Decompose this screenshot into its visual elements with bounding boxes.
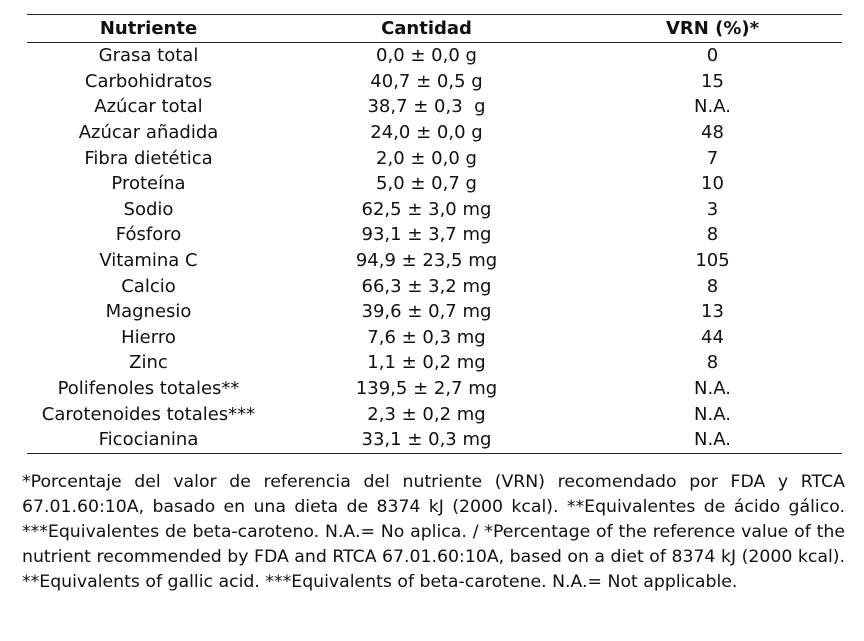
table-row — [27, 325, 842, 351]
nutrient-name: Calcio — [121, 275, 176, 297]
nutrient-vrn: 48 — [701, 122, 724, 144]
nutrient-name: Azúcar añadida — [78, 122, 219, 144]
nutrient-vrn: N.A. — [694, 378, 731, 400]
table-row — [27, 299, 842, 325]
table-row — [27, 427, 842, 453]
table-row — [27, 222, 842, 248]
nutrient-amount: 5,0 ± 0,7 g — [376, 173, 477, 195]
nutrient-amount: 62,5 ± 3,0 mg — [361, 198, 492, 220]
table-body — [27, 43, 842, 454]
nutrient-amount: 139,5 ± 2,7 mg — [355, 378, 498, 400]
nutrient-name: Sodio — [123, 198, 174, 220]
nutrient-amount: 2,3 ± 0,2 mg — [367, 403, 486, 425]
nutrient-amount: 33,1 ± 0,3 mg — [270, 427, 583, 453]
nutrient-name: Grasa total — [98, 45, 199, 67]
table-row — [27, 197, 842, 223]
nutrient-name: Ficocianina — [27, 427, 270, 453]
nutrient-vrn: 15 — [701, 70, 724, 92]
nutrient-name: Zinc — [129, 352, 168, 374]
table-row — [27, 401, 842, 427]
nutrient-amount: 94,9 ± 23,5 mg — [355, 250, 498, 272]
nutrient-name: Proteína — [111, 173, 186, 195]
nutrient-vrn: 13 — [701, 301, 724, 323]
nutrient-vrn: 44 — [701, 326, 724, 348]
nutrient-name: Fibra dietética — [84, 147, 213, 169]
table-row — [27, 69, 842, 95]
nutrient-vrn: 8 — [706, 224, 719, 246]
nutrient-name: Hierro — [121, 326, 176, 348]
table-row — [27, 273, 842, 299]
table-row — [27, 145, 842, 171]
nutrient-vrn: N.A. — [583, 427, 842, 453]
header-cantidad: Cantidad — [270, 15, 583, 43]
nutrient-vrn: 7 — [706, 147, 719, 169]
header-vrn: VRN (%)* — [583, 15, 842, 43]
nutrient-vrn: 105 — [695, 250, 730, 272]
table-row — [27, 248, 842, 274]
footnote: *Porcentaje del valor de referencia del nutriente (VRN) recomendado por FDA y RTCA 67.01.60:10A, basado en una dieta de 8374 kJ (2000 kcal). **Equivalentes de ácido gálico. ***Equivalentes de beta-caroteno. N.A.= No aplica. / *Percentage of the reference value of the nutrient recommended by FDA and RTCA 67.01.60:10A, based on a diet of 8374 kJ (2000 kcal). **Equivalents of gallic acid. ***Equivalents of beta-carotene. N.A.= Not applicable. — [22, 472, 845, 592]
nutrient-amount: 0,0 ± 0,0 g — [376, 45, 477, 67]
nutrient-amount: 40,7 ± 0,5 g — [370, 70, 483, 92]
nutrient-amount: 38,7 ± 0,3 g — [367, 96, 486, 118]
nutrient-name: Polifenoles totales** — [57, 378, 240, 400]
nutrient-amount: 2,0 ± 0,0 g — [376, 147, 477, 169]
nutrient-name: Magnesio — [105, 301, 192, 323]
nutrient-amount: 24,0 ± 0,0 g — [370, 122, 483, 144]
nutrient-amount: 93,1 ± 3,7 mg — [361, 224, 492, 246]
table-row — [27, 376, 842, 402]
nutrient-vrn: 3 — [706, 198, 719, 220]
nutrient-vrn: 0 — [706, 45, 719, 67]
nutrient-vrn: 8 — [706, 352, 719, 374]
nutrient-vrn: N.A. — [694, 96, 731, 118]
nutrient-name: Carbohidratos — [84, 70, 213, 92]
nutrient-vrn: 10 — [701, 173, 724, 195]
nutrient-vrn: N.A. — [694, 403, 731, 425]
nutrient-amount: 1,1 ± 0,2 mg — [367, 352, 486, 374]
nutrition-table — [27, 14, 842, 454]
table-row — [27, 94, 842, 120]
nutrient-amount: 39,6 ± 0,7 mg — [361, 301, 492, 323]
table-row — [27, 350, 842, 376]
nutrient-amount: 66,3 ± 3,2 mg — [361, 275, 492, 297]
nutrient-name: Fósforo — [115, 224, 182, 246]
table-row — [27, 120, 842, 146]
table-row — [27, 171, 842, 197]
nutrient-name: Carotenoides totales*** — [41, 403, 256, 425]
nutrient-amount: 7,6 ± 0,3 mg — [367, 326, 486, 348]
table-row — [27, 43, 842, 69]
nutrient-name: Azúcar total — [94, 96, 203, 118]
nutrient-vrn: 8 — [706, 275, 719, 297]
header-nutriente: Nutriente — [27, 15, 270, 43]
table-header-row — [27, 15, 842, 43]
nutrient-name: Vitamina C — [99, 250, 198, 272]
